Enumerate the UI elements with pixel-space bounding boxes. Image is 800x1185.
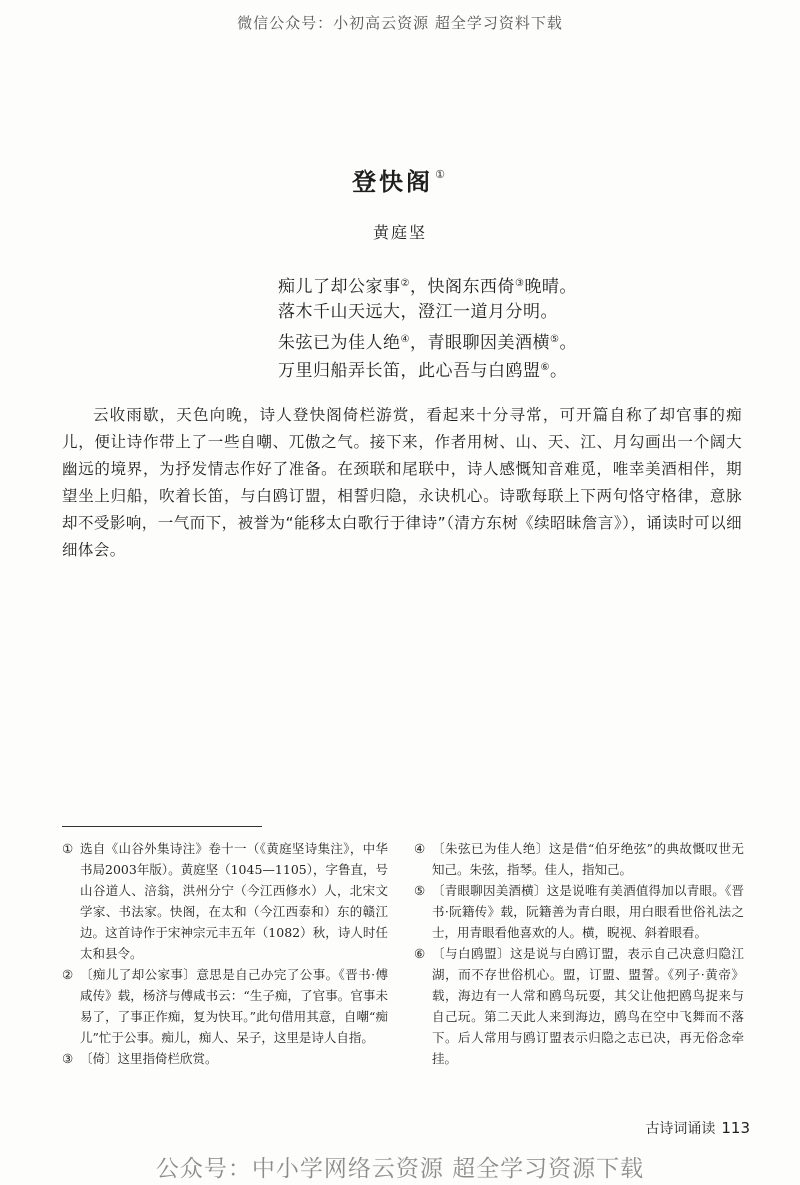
- page-number: 113: [721, 1119, 750, 1137]
- footnote: [62, 838, 388, 964]
- footer-section: 古诗词诵读: [645, 1121, 716, 1137]
- poem-author: 黄庭坚: [372, 223, 427, 242]
- footnote: [62, 964, 388, 1048]
- footnote: [414, 880, 744, 943]
- poem-text: 万里归船弄长笛，此心吾与白鸥盟: [278, 361, 541, 381]
- footnote: [414, 943, 744, 1069]
- note-mark: ③: [514, 278, 525, 289]
- footnote-number: ③: [62, 1051, 74, 1066]
- footnote-number: ⑥: [414, 946, 426, 961]
- poem-title-text: 登快阁: [352, 167, 434, 196]
- footnote-number: ①: [62, 841, 74, 856]
- footnote-text: 〔青眼聊因美酒横〕这是说唯有美酒值得加以青眼。《晋书·阮籍传》载，阮籍善为青白眼，用白眼看世俗礼法之士，用青眼看他喜欢的人。横，睨视、斜着眼看。: [432, 883, 744, 940]
- poem-text: 落木千山天远大，澄江一道月分明。: [278, 302, 558, 322]
- footnote-number: ⑤: [414, 883, 426, 898]
- watermark-bottom: 公众号：中小学网络云资源 超全学习资源下载: [155, 1156, 645, 1182]
- poem-line: [278, 298, 748, 326]
- footnote-text: 〔倚〕这里指倚栏欣赏。: [80, 1051, 218, 1066]
- footnotes-right-column: [414, 838, 744, 1069]
- footnote: [414, 838, 744, 880]
- footnote-number: ④: [414, 841, 426, 856]
- footnote-text: 〔痴儿了却公家事〕意思是自己办完了公事。《晋书·傅咸传》载，杨济与傅咸书云：“生子痴，了官事。官事未易了，了事正作痴，复为快耳。”此句借用其意，自嘲“痴儿”忙于公事。痴儿，痴人、呆子，这里是诗人自指。: [80, 967, 388, 1045]
- footnote-text: 〔与白鸥盟〕这是说与白鸥订盟，表示自己决意归隐江湖，而不存世俗机心。盟，订盟、盟誓。《列子·黄帝》载，海边有一人常和鸥鸟玩耍，其父让他把鸥鸟捉来与自己玩。第二天此人来到海边，鸥鸟在空中飞舞而不落下。后人常用与鸥订盟表示归隐之志已决，再无俗念牵挂。: [432, 946, 744, 1066]
- footnotes-left-column: [62, 838, 388, 1069]
- footnote-text: 选自《山谷外集诗注》卷十一（《黄庭坚诗集注》，中华书局2003年版）。黄庭坚（1045—1105），字鲁直，号山谷道人、涪翁，洪州分宁（今江西修水）人，北宋文学家、书法家。快阁，在太和（今江西泰和）东的赣江边。这首诗作于宋神宗元丰五年（1082）秋，诗人时任太和县令。: [80, 841, 388, 961]
- watermark-top: 微信公众号：小初高云资源 超全学习资料下载: [237, 14, 563, 32]
- poem-line: [278, 326, 748, 354]
- poem-text: ，青眼聊因美酒横: [409, 333, 550, 353]
- poem-line: [278, 270, 748, 298]
- note-mark: ⑥: [540, 362, 550, 373]
- poem-title: [0, 162, 800, 197]
- intro-paragraph: 云收雨歇，天色向晚，诗人登快阁倚栏游赏，看起来十分寻常，可开篇自称了却官事的痴儿，便让诗作带上了一些自嘲、兀傲之气。接下来，作者用树、山、天、江、月勾画出一个阔大幽远的境界，为抒发情志作好了准备。在颈联和尾联中，诗人感慨知音难觅，唯幸美酒相伴，期望坐上归船，吹着长笛，与白鸥订盟，相誓归隐，永诀机心。诗歌每联上下两句恪守格律，意脉却不受影响，一气而下，被誉为“能移太白歌行于律诗”（清方东树《续昭昧詹言》），诵读时可以细细体会。: [62, 406, 742, 559]
- note-mark: ④: [400, 334, 410, 345]
- poem-text: ，快阁东西倚: [409, 277, 515, 297]
- footnote-number: ②: [62, 967, 74, 982]
- poem-text: 晚晴。: [524, 277, 577, 297]
- poem-line: [278, 354, 748, 382]
- poem-text: 痴儿了却公家事: [278, 277, 401, 297]
- footnote-divider: [62, 826, 262, 827]
- footnote-text: 〔朱弦已为佳人绝〕这是借“伯牙绝弦”的典故慨叹世无知己。朱弦，指琴。佳人，指知己。: [432, 841, 744, 877]
- poem-text: 。: [549, 361, 568, 381]
- page-footer: [540, 1118, 750, 1138]
- note-mark: ⑤: [549, 334, 560, 345]
- poem-text: 。: [559, 333, 577, 353]
- poem-body: [278, 270, 748, 382]
- title-note-mark: ①: [435, 168, 448, 181]
- poem-text: 朱弦已为佳人绝: [278, 333, 401, 353]
- footnote: [62, 1048, 388, 1069]
- note-mark: ②: [400, 278, 410, 289]
